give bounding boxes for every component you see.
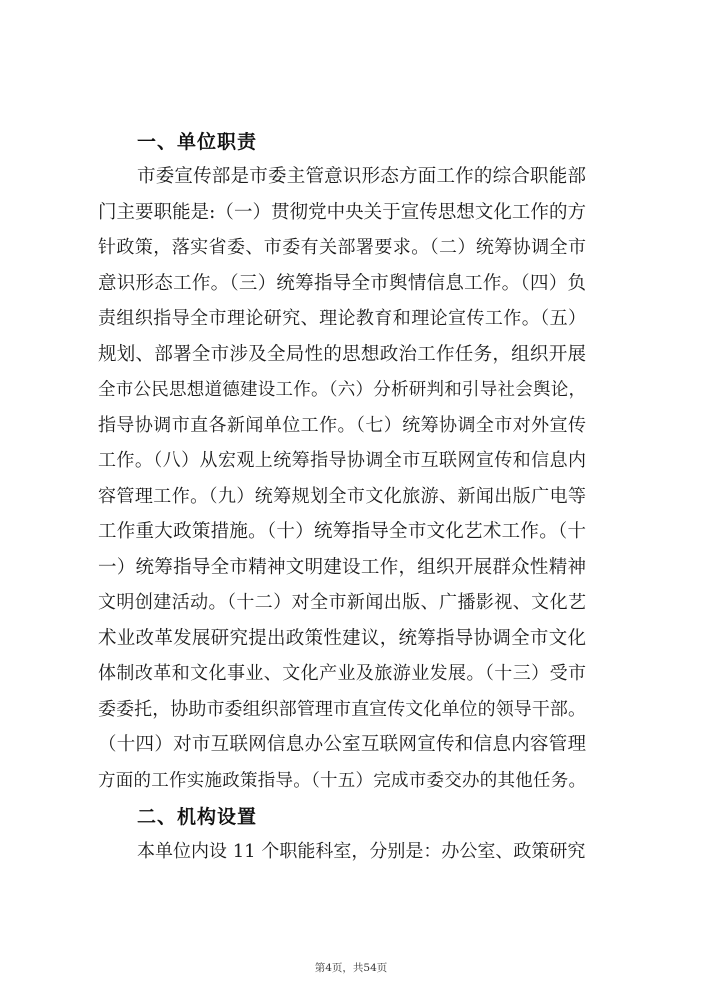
paragraph-line: （十四）对市互联网信息办公室互联网宣传和信息内容管理: [98, 734, 586, 755]
paragraph-line: 规划、部署全市涉及全局性的思想政治工作任务，组织开展: [98, 344, 586, 365]
paragraph-line: 方面的工作实施政策指导。（十五）完成市委交办的其他任务。: [98, 771, 586, 791]
paragraph-line: 一）统筹指导全市精神文明建设工作，组织开展群众性精神: [98, 557, 586, 578]
paragraph-line: 体制改革和文化事业、文化产业及旅游业发展。（十三）受市: [98, 663, 586, 684]
paragraph-line: 本单位内设 11 个职能科室，分别是：办公室、政策研究: [137, 841, 586, 862]
paragraph-line: 工作重大政策措施。（十）统筹指导全市文化艺术工作。（十: [98, 521, 586, 542]
paragraph-line: 针政策，落实省委、市委有关部署要求。（二）统筹协调全市: [98, 237, 586, 258]
page-number-footer: 第4页，共54页: [314, 962, 388, 974]
paragraph-line: 市委宣传部是市委主管意识形态方面工作的综合职能部: [137, 166, 586, 187]
paragraph-line: 术业改革发展研究提出政策性建议，统筹指导协调全市文化: [98, 628, 586, 649]
paragraph-line: 全市公民思想道德建设工作。（六）分析研判和引导社会舆论，: [98, 380, 586, 400]
section-heading-unit-duties: 一、单位职责: [137, 131, 258, 153]
section-heading-org-structure: 二、机构设置: [137, 806, 258, 828]
paragraph-line: 意识形态工作。（三）统筹指导全市舆情信息工作。（四）负: [98, 273, 586, 294]
paragraph-line: 指导协调市直各新闻单位工作。（七）统筹协调全市对外宣传: [98, 415, 586, 436]
paragraph-line: 责组织指导全市理论研究、理论教育和理论宣传工作。（五）: [98, 308, 586, 329]
paragraph-line: 委委托，协助市委组织部管理市直宣传文化单位的领导干部。: [98, 699, 586, 720]
paragraph-line: 文明创建活动。（十二）对全市新闻出版、广播影视、文化艺: [98, 592, 586, 613]
paragraph-line: 工作。（八）从宏观上统筹指导协调全市互联网宣传和信息内: [98, 450, 586, 471]
paragraph-line: 容管理工作。（九）统筹规划全市文化旅游、新闻出版广电等: [98, 486, 586, 507]
paragraph-line: 门主要职能是:（一）贯彻党中央关于宣传思想文化工作的方: [98, 202, 586, 223]
